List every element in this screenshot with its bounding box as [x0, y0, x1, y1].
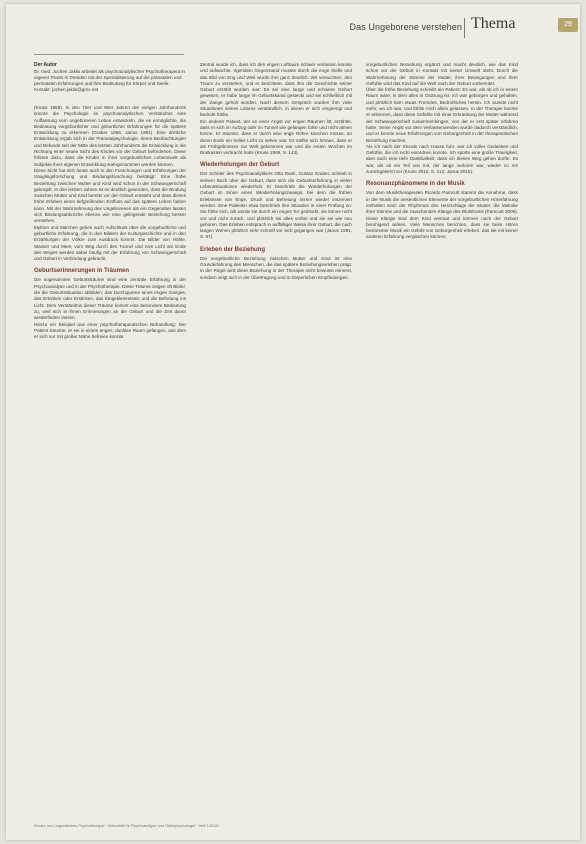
- paragraph: Hierzu ein Beispiel aus einer psychotherapeutischen Behandlung: Der Patient träumte, er sei in einem engen, dunklen Raum gefangen, aus dem er sich nur mit großer Mühe befreien konnte.: [34, 321, 186, 340]
- subheading: Resonanzphänomene in der Musik: [366, 181, 465, 188]
- author-box: [34, 62, 186, 93]
- page-header: [6, 14, 580, 40]
- paragraph: Mythen und Märchen geben auch Aufschluss über die vorgeburtliche und geburtliche Erfahrung, die in den Bildern der Kulturgeschichte und in den Erzählungen der Völker zum Ausdruck kommt. Die Bilder von Höhle, Wasser und Meer, vom Weg durch den Tunnel und vom Licht am Ende des Weges werden dabei häufig mit der Erfahrung von Schwangerschaft und Geburt in Verbindung gebracht.: [34, 224, 186, 262]
- paragraph: Diese Sicht hat sich heute auch in den Forschungen und Erfahrungen der Säuglingsforschung und Bindungsforschung bestätigt: Eine frühe Beziehung zwischen Mutter und Kind wird schon in der Schwangerschaft geknüpft. In den letzten Jahren ist es deutlich geworden, dass die Bindung zwischen Mutter und Kind bereits vor der Geburt entsteht und dass dieses frühe Erleben einen tiefgreifenden Einfluss auf das spätere Leben haben kann. Mit der Wahrnehmung des Ungeborenen als ein Gegenüber lassen sich Bindungsabbrüche ebenso wie eine gelingende Beziehung besser verstehen.: [34, 167, 186, 224]
- paragraph: Über die frühe Beziehung schreibt ein Patient: Es war, als ob ich in einem Raum wäre, in dem alles in Ordnung ist. Ich war geborgen und gehalten, und plötzlich kam etwas Fremdes, Bedrohliches herein. Ich wusste nicht mehr, wo ich war, und fühlte mich allein gelassen. In der Therapie konnte er erkennen, dass diese Gefühle mit einer Erkrankung der Mutter während der Schwangerschaft zusammenhingen, von der er erst später erfahren hatte. Seine Angst vor dem Verlassenwerden wurde dadurch verständlich, und er konnte neue Erfahrungen von Geborgenheit in der therapeutischen Beziehung machen.: [366, 87, 518, 143]
- page-number-badge: [558, 18, 578, 32]
- page-number: 29: [564, 21, 572, 28]
- column-3: [366, 62, 518, 810]
- column-1: [34, 62, 186, 810]
- running-title: Das Ungeborene verstehen: [349, 22, 462, 32]
- paragraph: Der Schüler des Psychoanalytikers Otto Rank, Gustav Graber, schrieb in seinem Buch über die Geburt, dass sich die Geburtserfahrung in vielen Lebenssituationen wiederholt. Er beschrieb die Wiederholungen der Geburt im Sinne eines Wiederholungszwangs, bei dem die frühen Erlebnisse von Enge, Druck und Befreiung immer wieder inszeniert werden. Eine Patientin etwa beschrieb ihre Situation in einer Prüfung so: Sie fühle sich, als würde sie durch ein enges Tor gedrückt, sie könne nicht vor und nicht zurück, und plötzlich sei alles vorbei und sie sei wie neu geboren. Das Erleben entsprach in auffälliger Weise ihrer Geburt, die nach langen Wehen plötzlich sehr schnell vor sich gegangen war (Janus 1991, S. 87).: [200, 171, 352, 240]
- section-title: Thema: [471, 15, 516, 32]
- column-2: [200, 62, 352, 810]
- author-contact: Kontakt: jochen.jaklis@gmx.net: [34, 87, 99, 92]
- document-page: [6, 4, 580, 840]
- paragraph: Zentral wurde ich, dass ich den engen Luftraum schwer verlassen konnte und aufwachte. Irgendein Gegenstand musste durch die enge Stelle und das Bild von Eng und Weit wurde ihm ganz deutlich. Wir versuchten, den Traum zu verstehen, und er berichtete, dass ihm die Geschichte seiner Geburt erzählt worden war: Es sei eine lange und schwere Geburt gewesen, er habe lange im Geburtskanal gesteckt und sei schließlich mit der Zange geholt worden. Nach diesem Gespräch wurden ihm viele Situationen seines Lebens verständlich, in denen er sich eingeengt und bedroht fühlte.: [200, 62, 352, 118]
- paragraph: Ein anderer Patient, der an einer Angst vor engen Räumen litt, erzählte, dass er sich im Aufzug oder im Tunnel wie gefangen fühle und nicht atmen könne. Er träumte, dass er durch eine enge Röhre kriechen müsse, an deren Ende ein helles Licht zu sehen war. Es stellte sich heraus, dass er als Frühgeborener zur Welt gekommen war und die ersten Wochen im Brutkasten verbracht hatte (Kruse 1969, S. 143).: [200, 118, 352, 156]
- subheading: Erleben der Beziehung: [200, 246, 266, 253]
- header-divider: [464, 18, 465, 38]
- paragraph: Die sogenannten Geburtsträume sind eine zentrale Erfahrung in der Psychoanalyse und in der Psychotherapie. Diese Träume zeigen oft Bilder, die die Geburtssituation abbilden: das Durchqueren eines engen Ganges, das Ertrinken oder Ersticken, das Eingeklemmtsein und die Befreiung ins Licht. Dem Verständnis dieser Träume kommt eine besondere Bedeutung zu, weil sich in ihnen Erinnerungen an die Geburt und die Zeit davor wiederfinden lassen.: [34, 277, 186, 321]
- author-bio: Dr. med. Jochen Jaklis arbeitet als psychoanalytischer Psychotherapeut in eigener Praxis in Dresden mit der Spezialisierung auf die pränatalen und perinatalen Erfahrungen und ihre Bedeutung für Körper und Seele.: [34, 69, 185, 86]
- page-footer: Kinder- und Jugendlichen-Psychotherapie · Zeitschrift für Psychoanalyse und Tiefenpsychologie · Heft 1/2019: [34, 824, 219, 828]
- paragraph: vorgeburtlichen Beziehung ergänzt und macht deutlich, wie das Kind schon vor der Geburt in Kontakt mit seiner Umwelt steht. Durch die Wahrnehmung der Stimme der Mutter, ihrer Bewegungen und ihrer Gefühle wird das Kind auf die Welt nach der Geburt vorbereitet.: [366, 62, 518, 86]
- paragraph: Von dem Musiktherapeuten Ricardo Parncutt stammt die Annahme, dass in der Musik die wesentlichen Elemente der vorgeburtlichen Hörerfahrung enthalten sind: der Rhythmus des Herzschlags der Mutter, die Melodie ihrer Stimme und die rauschenden Klänge des Blutstroms (Parncutt 2009). Diese Klänge sind dem Kind vertraut und können nach der Geburt beruhigend wirken. Viele Menschen berichten, dass sie beim Hören bestimmter Musik ein Gefühl von Geborgenheit erleben, das sie mit keiner anderen Erfahrung vergleichen können.: [366, 190, 518, 240]
- paragraph: Die vorgeburtliche Beziehung zwischen Mutter und Kind ist eine Grunderfahrung des Menschen, die das spätere Beziehungserleben prägt. In der Regel wird diese Beziehung in der Therapie nicht bewusst erinnert, sondern zeigt sich in der Übertragung und in körperlichen Empfindungen.: [200, 255, 352, 280]
- paragraph: (Kruse 1969). In den 70er und 80er Jahren der vorigen Jahrhunderts konnte die Psychologie im psychoanalytischen Verständnis eine Auffassung vom ungeborenen Leben entwickeln, die es ermöglichte, die Bedeutung vorgeburtlicher und geburtlicher Erfahrungen für die spätere Entwicklung zu erkennen (Graber 1966, Janus 1991). Eine ähnliche Entwicklung ergab sich in der Pränatalpsychologie, deren Beobachtungen und Befunde seit der Mitte des letzten Jahrhunderts die Entwicklung in die Richtung einer neuen Sicht des Kindes vor der Geburt beförderten. Diese führten dazu, dass die Kinder in ihrer vorgeburtlichen Lebenswelt als Subjekte ihrer eigenen Entwicklung wahrgenommen werden können.: [34, 105, 186, 167]
- subheading: Geburtserinnerungen in Träumen: [34, 268, 130, 275]
- paragraph: Als ich nach der Stunde nach Hause fuhr, war ich voller Gedanken und Gefühle, die ich nicht einordnen konnte. Ich spürte eine große Traurigkeit, aber auch eine tiefe Dankbarkeit, dass ich diesen Weg gehen durfte. Es war, als ob ein Teil von mir, der lange verloren war, wieder zu mir zurückgekehrt sei (Kruse 2010, S. 212; Janus 2015).: [366, 143, 518, 175]
- author-label: Der Autor: [34, 62, 57, 68]
- subheading: Wiederholungen der Geburt: [200, 162, 280, 169]
- author-box-rule: [34, 54, 184, 55]
